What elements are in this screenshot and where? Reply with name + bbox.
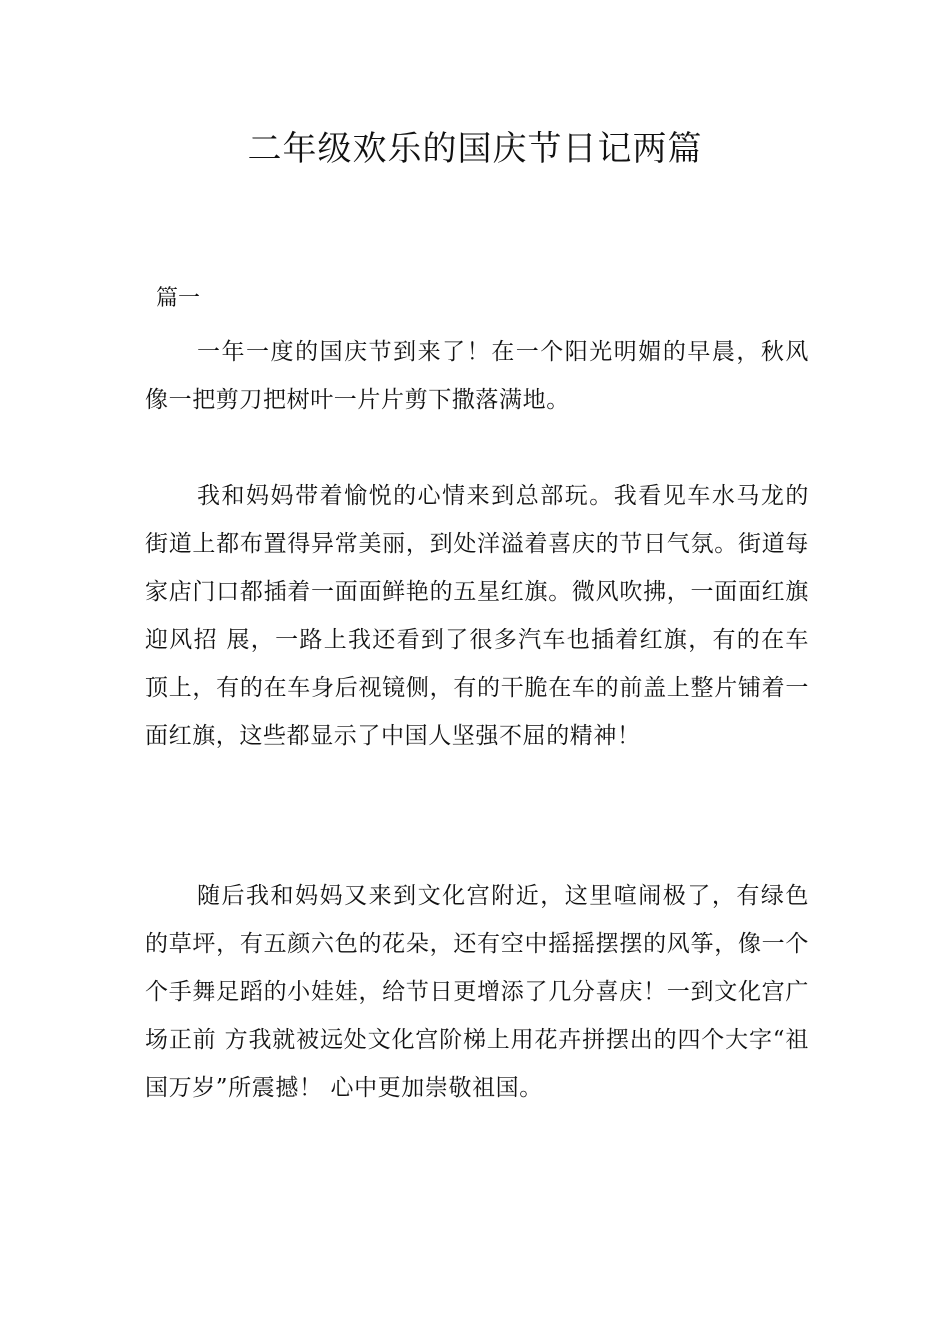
section-label: 篇一 xyxy=(156,286,201,311)
paragraph-2: 我和妈妈带着愉悦的心情来到总部玩。我看见车水马龙的街道上都布置得异常美丽，到处洋溢着喜庆的节日气氛。街道每家店门口都插着一面面鲜艳的五星红旗。微风吹拂，一面面红旗迎风招 展，一路上我还看到了很多汽车也插着红旗，有的在车顶上，有的在车身后视镜侧，有的干脆在车的前盖上整片铺着一面红旗，这些都显示了中国人坚强不屈的精神！ xyxy=(145,483,809,749)
paragraph-1: 一年一度的国庆节到来了！在一个阳光明媚的早晨，秋风像一把剪刀把树叶一片片剪下撒落满地。 xyxy=(145,339,809,413)
paragraph-3: 随后我和妈妈又来到文化宫附近，这里喧闹极了，有绿色的草坪，有五颜六色的花朵，还有空中摇摇摆摆的风筝，像一个个手舞足蹈的小娃娃，给节日更增添了几分喜庆！一到文化宫广场正前 方我就被远处文化宫阶梯上用花卉拼摆出的四个大字“祖国万岁”所震撼！ 心中更加崇敬祖国。 xyxy=(145,883,809,1101)
document-title: 二年级欢乐的国庆节日记两篇 xyxy=(247,129,703,169)
